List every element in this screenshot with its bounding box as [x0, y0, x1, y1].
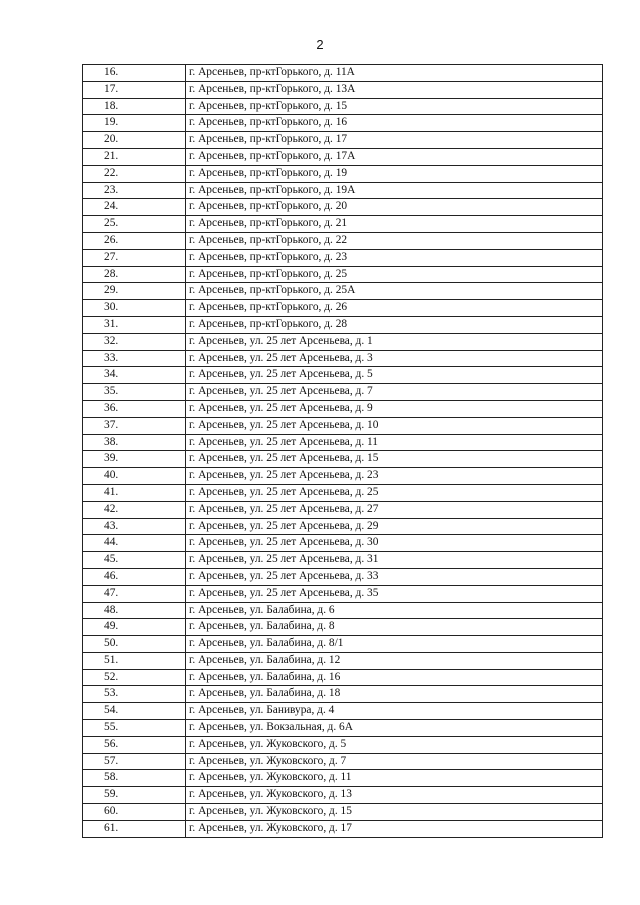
row-number-cell: 20.	[83, 132, 186, 149]
address-cell: г. Арсеньев, ул. 25 лет Арсеньева, д. 1	[186, 333, 603, 350]
address-cell: г. Арсеньев, ул. 25 лет Арсеньева, д. 5	[186, 367, 603, 384]
row-number-cell: 50.	[83, 636, 186, 653]
row-number-cell: 53.	[83, 686, 186, 703]
table-row	[83, 720, 603, 737]
address-cell: г. Арсеньев, пр-ктГорького, д. 22	[186, 232, 603, 249]
row-number-cell: 40.	[83, 468, 186, 485]
address-cell: г. Арсеньев, ул. Жуковского, д. 13	[186, 787, 603, 804]
address-cell: г. Арсеньев, пр-ктГорького, д. 21	[186, 216, 603, 233]
address-cell: г. Арсеньев, ул. Жуковского, д. 15	[186, 804, 603, 821]
row-number-cell: 48.	[83, 602, 186, 619]
address-cell: г. Арсеньев, ул. Банивура, д. 4	[186, 703, 603, 720]
table-row	[83, 652, 603, 669]
address-cell: г. Арсеньев, пр-ктГорького, д. 17А	[186, 148, 603, 165]
row-number-cell: 30.	[83, 300, 186, 317]
row-number-cell: 57.	[83, 753, 186, 770]
row-number-cell: 27.	[83, 249, 186, 266]
row-number-cell: 34.	[83, 367, 186, 384]
address-cell: г. Арсеньев, ул. 25 лет Арсеньева, д. 23	[186, 468, 603, 485]
address-table-body	[83, 65, 603, 838]
table-row	[83, 535, 603, 552]
table-row	[83, 703, 603, 720]
table-row	[83, 552, 603, 569]
row-number-cell: 24.	[83, 199, 186, 216]
row-number-cell: 45.	[83, 552, 186, 569]
table-row	[83, 451, 603, 468]
address-cell: г. Арсеньев, пр-ктГорького, д. 11А	[186, 65, 603, 82]
row-number-cell: 46.	[83, 568, 186, 585]
row-number-cell: 54.	[83, 703, 186, 720]
address-cell: г. Арсеньев, ул. 25 лет Арсеньева, д. 35	[186, 585, 603, 602]
table-row	[83, 417, 603, 434]
row-number-cell: 16.	[83, 65, 186, 82]
row-number-cell: 55.	[83, 720, 186, 737]
table-row	[83, 636, 603, 653]
address-cell: г. Арсеньев, пр-ктГорького, д. 25	[186, 266, 603, 283]
address-cell: г. Арсеньев, ул. 25 лет Арсеньева, д. 30	[186, 535, 603, 552]
row-number-cell: 42.	[83, 501, 186, 518]
address-cell: г. Арсеньев, ул. 25 лет Арсеньева, д. 27	[186, 501, 603, 518]
row-number-cell: 43.	[83, 518, 186, 535]
address-cell: г. Арсеньев, ул. Балабина, д. 8/1	[186, 636, 603, 653]
row-number-cell: 35.	[83, 384, 186, 401]
table-row	[83, 434, 603, 451]
table-row	[83, 81, 603, 98]
table-row	[83, 65, 603, 82]
address-cell: г. Арсеньев, ул. 25 лет Арсеньева, д. 29	[186, 518, 603, 535]
row-number-cell: 51.	[83, 652, 186, 669]
row-number-cell: 52.	[83, 669, 186, 686]
table-row	[83, 468, 603, 485]
table-row	[83, 216, 603, 233]
address-cell: г. Арсеньев, ул. 25 лет Арсеньева, д. 9	[186, 400, 603, 417]
address-cell: г. Арсеньев, ул. Балабина, д. 8	[186, 619, 603, 636]
row-number-cell: 44.	[83, 535, 186, 552]
row-number-cell: 59.	[83, 787, 186, 804]
row-number-cell: 60.	[83, 804, 186, 821]
table-row	[83, 400, 603, 417]
address-cell: г. Арсеньев, пр-ктГорького, д. 23	[186, 249, 603, 266]
address-table	[82, 64, 603, 838]
row-number-cell: 38.	[83, 434, 186, 451]
address-cell: г. Арсеньев, ул. Балабина, д. 6	[186, 602, 603, 619]
table-row	[83, 249, 603, 266]
row-number-cell: 26.	[83, 232, 186, 249]
address-cell: г. Арсеньев, пр-ктГорького, д. 17	[186, 132, 603, 149]
row-number-cell: 61.	[83, 820, 186, 837]
table-row	[83, 484, 603, 501]
address-cell: г. Арсеньев, ул. 25 лет Арсеньева, д. 31	[186, 552, 603, 569]
page-number: 2	[316, 37, 324, 52]
table-row	[83, 148, 603, 165]
address-cell: г. Арсеньев, ул. Жуковского, д. 11	[186, 770, 603, 787]
address-cell: г. Арсеньев, пр-ктГорького, д. 19	[186, 165, 603, 182]
table-row	[83, 820, 603, 837]
table-row	[83, 300, 603, 317]
address-cell: г. Арсеньев, ул. Балабина, д. 16	[186, 669, 603, 686]
address-cell: г. Арсеньев, пр-ктГорького, д. 19А	[186, 182, 603, 199]
address-cell: г. Арсеньев, ул. 25 лет Арсеньева, д. 25	[186, 484, 603, 501]
row-number-cell: 23.	[83, 182, 186, 199]
row-number-cell: 22.	[83, 165, 186, 182]
address-cell: г. Арсеньев, ул. 25 лет Арсеньева, д. 10	[186, 417, 603, 434]
table-row	[83, 182, 603, 199]
row-number-cell: 18.	[83, 98, 186, 115]
table-row	[83, 232, 603, 249]
table-row	[83, 686, 603, 703]
address-cell: г. Арсеньев, ул. Вокзальная, д. 6А	[186, 720, 603, 737]
row-number-cell: 56.	[83, 736, 186, 753]
row-number-cell: 17.	[83, 81, 186, 98]
address-cell: г. Арсеньев, пр-ктГорького, д. 13А	[186, 81, 603, 98]
row-number-cell: 32.	[83, 333, 186, 350]
address-cell: г. Арсеньев, ул. 25 лет Арсеньева, д. 11	[186, 434, 603, 451]
table-row	[83, 333, 603, 350]
table-row	[83, 619, 603, 636]
table-row	[83, 316, 603, 333]
table-row	[83, 518, 603, 535]
row-number-cell: 31.	[83, 316, 186, 333]
row-number-cell: 29.	[83, 283, 186, 300]
table-row	[83, 199, 603, 216]
table-row	[83, 770, 603, 787]
row-number-cell: 47.	[83, 585, 186, 602]
address-cell: г. Арсеньев, пр-ктГорького, д. 16	[186, 115, 603, 132]
row-number-cell: 39.	[83, 451, 186, 468]
address-cell: г. Арсеньев, ул. 25 лет Арсеньева, д. 15	[186, 451, 603, 468]
table-row	[83, 501, 603, 518]
table-row	[83, 350, 603, 367]
address-cell: г. Арсеньев, пр-ктГорького, д. 20	[186, 199, 603, 216]
row-number-cell: 19.	[83, 115, 186, 132]
address-cell: г. Арсеньев, пр-ктГорького, д. 26	[186, 300, 603, 317]
table-row	[83, 384, 603, 401]
address-cell: г. Арсеньев, ул. 25 лет Арсеньева, д. 7	[186, 384, 603, 401]
table-row	[83, 602, 603, 619]
row-number-cell: 25.	[83, 216, 186, 233]
row-number-cell: 49.	[83, 619, 186, 636]
table-row	[83, 736, 603, 753]
table-row	[83, 585, 603, 602]
table-row	[83, 568, 603, 585]
row-number-cell: 36.	[83, 400, 186, 417]
address-cell: г. Арсеньев, пр-ктГорького, д. 15	[186, 98, 603, 115]
address-cell: г. Арсеньев, ул. 25 лет Арсеньева, д. 3	[186, 350, 603, 367]
table-row	[83, 753, 603, 770]
row-number-cell: 41.	[83, 484, 186, 501]
row-number-cell: 33.	[83, 350, 186, 367]
row-number-cell: 21.	[83, 148, 186, 165]
address-cell: г. Арсеньев, ул. Балабина, д. 12	[186, 652, 603, 669]
table-row	[83, 787, 603, 804]
table-row	[83, 115, 603, 132]
address-cell: г. Арсеньев, пр-ктГорького, д. 25А	[186, 283, 603, 300]
address-cell: г. Арсеньев, ул. 25 лет Арсеньева, д. 33	[186, 568, 603, 585]
row-number-cell: 28.	[83, 266, 186, 283]
table-row	[83, 804, 603, 821]
table-row	[83, 283, 603, 300]
table-row	[83, 98, 603, 115]
address-cell: г. Арсеньев, ул. Жуковского, д. 7	[186, 753, 603, 770]
table-row	[83, 132, 603, 149]
row-number-cell: 37.	[83, 417, 186, 434]
address-cell: г. Арсеньев, пр-ктГорького, д. 28	[186, 316, 603, 333]
table-row	[83, 669, 603, 686]
table-row	[83, 165, 603, 182]
row-number-cell: 58.	[83, 770, 186, 787]
address-cell: г. Арсеньев, ул. Жуковского, д. 17	[186, 820, 603, 837]
address-cell: г. Арсеньев, ул. Балабина, д. 18	[186, 686, 603, 703]
address-cell: г. Арсеньев, ул. Жуковского, д. 5	[186, 736, 603, 753]
table-row	[83, 367, 603, 384]
table-row	[83, 266, 603, 283]
